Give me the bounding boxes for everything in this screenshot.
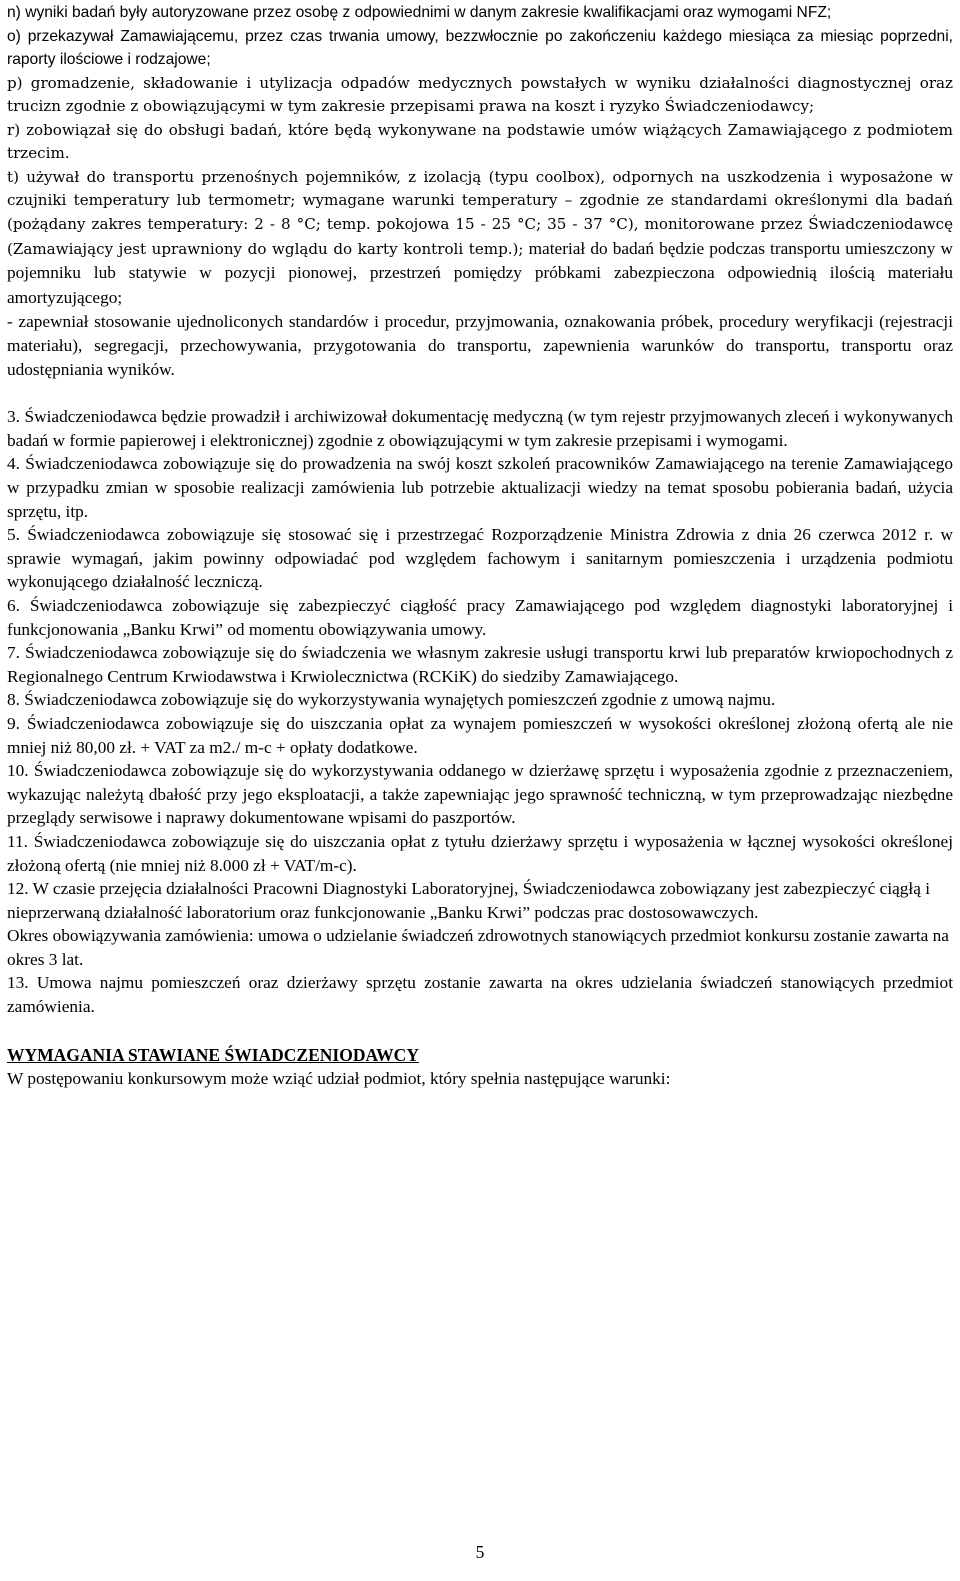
item-r: r) zobowiązał się do obsługi badań, które będą wykonywane na podstawie umów wiążących Zamawiającego z podmiotem trzecim. [7, 120, 953, 163]
section-4: 4. Świadczeniodawca zobowiązuje się do prowadzenia na swój koszt szkoleń pracowników Zamawiającego na terenie Zamawiającego w przypadku zmian w sposobie realizacji zamówienia lub potrzebie aktualizacji wiedzy na temat sposobu pobierania badań, użycia sprzętu, itp. [7, 454, 953, 521]
requirements-intro: W postępowaniu konkursowym może wziąć udział podmiot, który spełnia następujące warunki: [7, 1069, 671, 1089]
document-body [7, 1, 953, 1091]
item-n: n) wyniki badań były autoryzowane przez osobę z odpowiednimi w danym zakresie kwalifikacjami oraz wymogami NFZ; [7, 4, 832, 21]
requirements-heading: WYMAGANIA STAWIANE ŚWIADCZENIODAWCY [7, 1044, 419, 1065]
section-9: 9. Świadczeniodawca zobowiązuje się do uiszczania opłat za wynajem pomieszczeń w wysokości określonej złożoną ofertą ale nie mniej niż 80,00 zł. + VAT za m2./ m-c + opłaty dodatkowe. [7, 713, 953, 757]
section-5: 5. Świadczeniodawca zobowiązuje się stosować się i przestrzegać Rozporządzenie Ministra Zdrowia z dnia 26 czerwca 2012 r. w sprawie wymagań, jakim powinny odpowiadać pod względem fachowym i sanitarnym pomieszczenia i urządzenia podmiotu wykonującego działalność leczniczą. [7, 525, 953, 592]
section-8: 8. Świadczeniodawca zobowiązuje się do wykorzystywania wynajętych pomieszczeń zgodnie z umową najmu. [7, 690, 776, 710]
contract-period: Okres obowiązywania zamówienia: umowa o udzielanie świadczeń zdrowotnych stanowiących przedmiot konkursu zostanie zawarta na okres 3 lat. [7, 926, 949, 969]
section-11: 11. Świadczeniodawca zobowiązuje się do uiszczania opłat z tytułu dzierżawy sprzętu i wyposażenia w łącznej wysokości określonej złożoną ofertą (nie mniej niż 8.000 zł + VAT/m-c). [7, 831, 953, 875]
item-t [7, 166, 953, 311]
page-number: 5 [475, 1542, 485, 1562]
item-p: p) gromadzenie, składowanie i utylizacja odpadów medycznych powstałych w wyniku działalności diagnostycznej oraz trucizn zgodnie z obowiązującymi w tym zakresie przepisami prawa na koszt i ryzyko Świadczeniodawcy; [7, 73, 953, 116]
item-o: o) przekazywał Zamawiającemu, przez czas trwania umowy, bezzwłocznie po zakończeniu każdego miesiąca za miesiąc poprzedni, raporty ilościowe i rodzajowe; [7, 27, 953, 68]
section-3: 3. Świadczeniodawca będzie prowadził i archiwizował dokumentację medyczną (w tym rejestr przyjmowanych zleceń i wykonywanych badań w formie papierowej i elektronicznej) zgodnie z obowiązującymi w tym zakresie przepisami i wymogami. [7, 407, 953, 450]
item-t-text: t) używał do transportu przenośnych pojemników, z izolacją (typu coolbox), odpornych na uszkodzenia i wyposażone w czujniki temperatury lub termometr; wymagane warunki temperatury – zgodnie ze standardami określonymi dla badań (pożądany zakres temperatury: 2 - 8 °C; temp. pokojowa 15 - 25 °C; 35 - 37 °C), monitorowane przez Świadczeniodawcę (Zamawiający jest uprawniony do wglądu do karty kontroli temp.); [7, 167, 953, 258]
item-t-continuation: materiał do badań będzie podczas transportu umieszczony w pojemniku lub statywie w pozycji pionowej, przestrzeń pomiędzy próbkami zabezpieczona odpowiednią ilością materiału amortyzującego; [7, 238, 953, 307]
section-12: 12. W czasie przejęcia działalności Pracowni Diagnostyki Laboratoryjnej, Świadczeniodawca zobowiązany jest zabezpieczyć ciągłą i nieprzerwaną działalność laboratorium oraz funkcjonowanie „Banku Krwi” podczas prac dostosowawczych. [7, 879, 931, 922]
section-7: 7. Świadczeniodawca zobowiązuje się do świadczenia we własnym zakresie usługi transportu krwi lub preparatów krwiopochodnych z Regionalnego Centrum Krwiodawstwa i Krwiolecznictwa (RCKiK) do siedziby Zamawiającego. [7, 643, 953, 686]
section-13: 13. Umowa najmu pomieszczeń oraz dzierżawy sprzętu zostanie zawarta na okres udzielania świadczeń stanowiących przedmiot zamówienia. [7, 973, 953, 1017]
item-standards: - zapewniał stosowanie ujednoliconych standardów i procedur, przyjmowania, oznakowania próbek, procedury weryfikacji (rejestracji materiału), segregacji, przechowywania, przygotowania do transportu, zapewnienia warunków do transportu, transportu oraz udostępniania wyników. [7, 312, 953, 379]
section-6: 6. Świadczeniodawca zobowiązuje się zabezpieczyć ciągłość pracy Zamawiającego pod względem diagnostyki laboratoryjnej i funkcjonowania „Banku Krwi” od momentu obowiązywania umowy. [7, 595, 953, 639]
section-10: 10. Świadczeniodawca zobowiązuje się do wykorzystywania oddanego w dzierżawę sprzętu i wyposażenia zgodnie z przeznaczeniem, wykazując należytą dbałość przy jego eksploatacji, a także zapewniając jego sprawność techniczną, w tym przeprowadzając niezbędne przeglądy serwisowe i naprawy dokumentowane wpisami do paszportów. [7, 761, 953, 828]
